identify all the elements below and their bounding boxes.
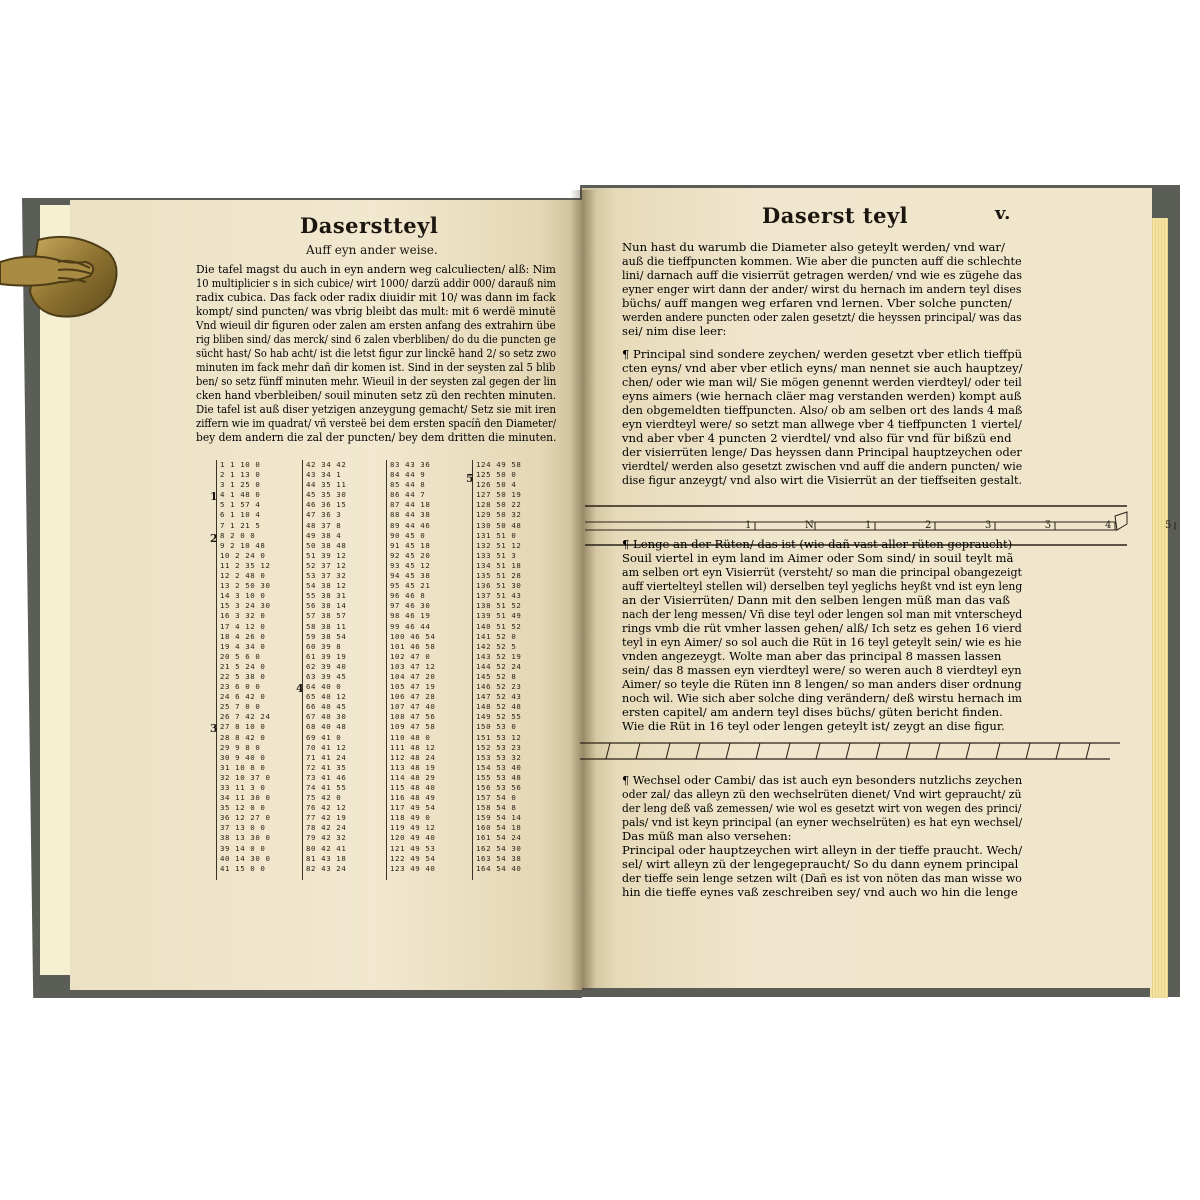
table-row: 58 38 11 [306,621,347,631]
table-row: 26 7 42 24 [220,712,271,722]
table-row: 8 2 0 0 [220,530,256,540]
text-line: bey dem andern die zal der puncten/ bey dem dritten die minuten. [196,430,557,444]
table-row: 157 54 0 [476,793,517,803]
table-row: 137 51 43 [476,591,522,601]
table-row: 9 2 10 48 [220,540,266,550]
table-row: 56 38 14 [306,601,347,611]
table-row: 106 47 28 [390,692,436,702]
text-line: 10 multiplicier s in sich cubice/ wirt 1000/ darzü addir 000/ darauß nim [196,276,556,290]
table-row: 34 11 30 0 [220,793,271,803]
table-row: 12 2 48 0 [220,571,266,581]
table-row: 25 7 0 0 [220,702,261,712]
table-row: 36 12 27 0 [220,813,271,823]
text-line: ersten capitel/ am andern teyl dises büchs/ güten bericht finden. [622,705,1003,719]
table-column [472,460,545,880]
table-row: 7 1 21 5 [220,520,261,530]
table-row: 130 50 48 [476,520,522,530]
table-row: 4 1 48 0 [220,490,261,500]
table-row: 158 54 8 [476,803,517,813]
table-marker: 1 [210,490,218,503]
rod-tick-group [606,743,1090,759]
table-row: 141 52 0 [476,631,517,641]
right-page-edges [1150,218,1168,998]
table-row: 5 1 57 4 [220,500,261,510]
table-row: 117 49 54 [390,803,436,813]
length-division [606,743,610,759]
table-row: 81 43 18 [306,853,347,863]
right-paragraph-wechsel [622,773,1022,899]
table-row: 77 42 19 [306,813,347,823]
table-row: 75 42 0 [306,793,342,803]
table-row: 71 41 24 [306,752,347,762]
table-row: 72 41 35 [306,762,347,772]
table-row: 105 47 19 [390,682,436,692]
table-row: 29 9 8 0 [220,742,261,752]
length-division [786,743,790,759]
text-line: cten eyns/ vnd aber vber etlich eyns/ man nennet sie auch hauptzey/ [622,361,1023,375]
text-line: auß die tieffpuncten kommen. Wie aber die puncten auff die schlechte [622,254,1022,268]
text-line: ¶ Lenge an der Rüten/ das ist (wie dañ vast aller rüten gepraucht) [622,537,1013,551]
table-row: 54 38 12 [306,581,347,591]
table-row: 67 40 30 [306,712,347,722]
length-division [966,743,970,759]
table-row: 90 45 0 [390,530,426,540]
table-row: 46 36 15 [306,500,347,510]
table-row: 30 9 40 0 [220,752,266,762]
table-row: 70 41 12 [306,742,347,752]
table-row: 64 40 0 [306,682,342,692]
table-row: 37 13 0 0 [220,823,266,833]
table-row: 33 11 3 0 [220,783,266,792]
table-row: 61 39 19 [306,651,347,661]
table-row: 140 51 52 [476,621,522,631]
table-marker: 4 [296,682,304,695]
rod-mark: 5 [1165,520,1172,531]
table-row: 28 8 42 0 [220,732,266,742]
table-row: 152 53 23 [476,742,522,752]
left-body-text [196,262,556,444]
length-division [1026,743,1030,759]
text-line: der leng deß vaß zemessen/ wie wol es gesetzt wirt von wegen des princi/ [622,801,1022,815]
table-row: 1 1 10 0 [220,460,261,469]
table-row: 62 39 40 [306,661,347,671]
length-division [816,743,820,759]
table-row: 84 44 9 [390,470,426,480]
table-row: 148 52 48 [476,702,522,712]
table-row: 15 3 24 30 [220,601,271,611]
table-row: 43 34 1 [306,470,342,480]
text-line: sei/ nim dise leer: [622,324,727,338]
text-line: dise figur anzeygt/ vnd also wirt die Visierrüt an der tieffseiten gestalt. [622,473,1023,487]
rod-mark: Ʒ [1045,520,1051,531]
text-line: werden andere puncten oder zalen gesetzt/ die heyssen principal/ was das [622,310,1022,324]
table-row: 40 14 30 0 [220,853,271,863]
table-row: 83 43 36 [390,460,431,469]
right-paragraph-lenge [622,537,1022,733]
table-row: 92 45 20 [390,550,431,560]
table-row: 49 38 4 [306,530,342,540]
table-row: 65 40 12 [306,692,347,702]
table-row: 151 53 12 [476,732,522,742]
text-line: teyl in eyn Aimer/ so sol auch die Rüt in 16 teyl geteylt sein/ wie es hie [622,635,1022,649]
table-row: 107 47 40 [390,702,436,712]
text-line: ben/ so setz fünff minuten mehr. Wieuil in der seysten zal gegen der lin [196,374,557,388]
table-row: 120 49 40 [390,833,436,843]
table-row: 23 6 0 0 [220,682,261,692]
text-line: oder zal/ das alleyn zü den wechselrüten dienet/ Vnd wirt gepraucht/ zü [622,787,1022,801]
table-row: 129 50 32 [476,510,522,520]
text-line: den obgemeldten tieffpuncten. Also/ ob am selben ort des lands 4 maß [622,403,1023,417]
text-line: eyner enger wirt dann der ander/ wirst du hernach im andern teyl dises [622,282,1022,296]
table-row: 27 8 10 0 [220,722,266,732]
left-running-head: Daserstteyl [300,213,439,238]
length-division [1086,743,1090,759]
table-row: 95 45 21 [390,581,431,591]
text-line: Die tafel magst du auch in eyn andern weg calculiecten/ alß: Nim [196,262,556,276]
table-row: 13 2 50 30 [220,581,271,591]
text-line: Vnd wieuil dir figuren oder zalen am ersten anfang des extrahirn übe [196,318,556,332]
text-line: Aimer/ so teyle die Rüten inn 8 lengen/ so man anders diser ordnung [622,677,1022,691]
table-row: 147 52 43 [476,692,522,702]
length-division [846,743,850,759]
text-line: eyn vierdteyl were/ so setzt man allwege vber 4 tieffpuncten 1 viertel/ [622,417,1022,431]
table-row: 132 51 12 [476,540,522,550]
right-paragraph-1 [622,240,1022,338]
text-line: an der Visierrüten/ Dann mit den selben lengen müß man das vaß [622,593,1010,607]
table-row: 104 47 20 [390,671,436,681]
table-row: 143 52 19 [476,651,522,661]
table-row: 66 40 45 [306,702,347,712]
length-division [636,743,640,759]
text-line: büchs/ auff mangen weg erfaren vnd lernen. Vber solche puncten/ [622,296,1012,310]
table-row: 63 39 45 [306,671,347,681]
folio-number: v. [995,203,1011,224]
length-division [996,743,1000,759]
table-marker: 3 [210,722,218,735]
text-line: sein/ das 8 massen eyn vierdteyl were/ so weren auch 8 vierdteyl eyn [622,663,1022,677]
text-line: der visierrüten lenge/ Das heyssen dann Principal hauptzeychen oder [622,445,1022,459]
left-subheading: Auff eyn ander weise. [306,243,438,257]
table-row: 131 51 0 [476,530,517,540]
table-row: 154 53 40 [476,762,522,772]
table-row: 85 44 8 [390,480,426,490]
table-row: 21 5 24 0 [220,661,266,671]
table-row: 99 46 44 [390,621,431,631]
table-column [216,460,289,880]
table-row: 159 54 14 [476,813,522,823]
length-division [666,743,670,759]
table-row: 109 47 58 [390,722,436,732]
table-row: 142 52 5 [476,641,517,651]
table-row: 98 46 19 [390,611,431,621]
text-line: minuten im fack mehr dañ dir komen ist. Sind in der seysten zal 5 blib [196,360,556,374]
table-row: 101 46 58 [390,641,436,651]
table-row: 16 3 32 0 [220,611,266,621]
table-row: 115 48 40 [390,783,436,792]
table-row: 35 12 0 0 [220,803,266,813]
table-row: 39 14 0 0 [220,843,266,853]
text-line: rings vmb die rüt vmher lassen gehen/ alß/ Ich setz es gehen 16 vierd [622,621,1022,635]
table-row: 94 45 38 [390,571,431,581]
table-row: 164 54 40 [476,863,522,873]
table-row: 111 48 12 [390,742,436,752]
text-line: noch wil. Wie sich aber solche ding verändern/ deß wirstu hernach im [622,691,1023,705]
table-row: 135 51 28 [476,571,522,581]
table-row: 14 3 10 0 [220,591,266,601]
table-row: 100 46 54 [390,631,436,641]
table-row: 74 41 55 [306,783,347,792]
visier-rod-figure-length [580,735,1120,765]
table-row: 102 47 0 [390,651,431,661]
table-row: 79 42 32 [306,833,347,843]
table-row: 125 50 0 [476,470,517,480]
text-line: der tieffe sein lenge setzen wilt (Dañ es ist von nöten das man wisse wo [622,871,1022,885]
text-line: Wie die Rüt in 16 teyl oder lengen geteylt ist/ zeygt an dise figur. [622,719,1005,733]
table-row: 144 52 24 [476,661,522,671]
rod-mark: 1 [865,520,872,531]
table-row: 10 2 24 0 [220,550,266,560]
table-row: 160 54 18 [476,823,522,833]
text-line: sel/ wirt alleyn zü der lengegepraucht/ So du dann eynem principal [622,857,1019,871]
table-row: 68 40 48 [306,722,347,732]
rod-mark: 2 [925,520,932,531]
text-line: eyns aimers (wie hernach cläer mag verstanden werden) kompt auß [622,389,1022,403]
table-row: 59 38 54 [306,631,347,641]
table-row: 156 53 56 [476,783,522,792]
table-row: 121 49 53 [390,843,436,853]
book-gutter [570,190,596,990]
table-row: 38 13 30 0 [220,833,271,843]
text-line: lini/ darnach auff die visierrüt getragen werden/ vnd wie es zügehe das [622,268,1023,282]
rod-mark: 3 [985,520,992,531]
table-row: 24 6 42 0 [220,692,266,702]
table-row: 22 5 38 0 [220,671,266,681]
table-row: 60 39 8 [306,641,342,651]
table-row: 57 38 57 [306,611,347,621]
length-division [876,743,880,759]
brass-hand-clip-icon [0,232,125,322]
length-division [756,743,760,759]
table-row: 163 54 38 [476,853,522,863]
table-row: 114 48 29 [390,772,436,782]
table-row: 41 15 0 0 [220,863,266,873]
text-line: Principal oder hauptzeychen wirt alleyn in der tieffe praucht. Wech/ [622,843,1023,857]
table-row: 69 41 0 [306,732,342,742]
text-line: kompt/ sind puncten/ was vbrig bleibt das mult: mit 6 werdë minutë [196,304,556,318]
table-row: 155 53 48 [476,772,522,782]
table-row: 153 53 32 [476,752,522,762]
table-row: 73 41 46 [306,772,347,782]
table-row: 42 34 42 [306,460,347,469]
table-row: 134 51 18 [476,560,522,570]
table-row: 128 50 22 [476,500,522,510]
table-column [386,460,459,880]
length-division [936,743,940,759]
table-row: 19 4 34 0 [220,641,266,651]
table-row: 150 53 0 [476,722,517,732]
table-row: 89 44 46 [390,520,431,530]
table-row: 86 44 7 [390,490,426,500]
length-division [696,743,700,759]
table-row: 44 35 11 [306,480,347,490]
text-line: Nun hast du warumb die Diameter also geteylt werden/ vnd war/ [622,240,1005,254]
text-line: am selben ort eyn Visierrüt (versteht/ so man die principal obangezeigt [622,565,1023,579]
table-row: 108 47 56 [390,712,436,722]
table-row: 126 50 4 [476,480,517,490]
table-row: 162 54 30 [476,843,522,853]
table-row: 50 38 48 [306,540,347,550]
table-row: 146 52 23 [476,682,522,692]
table-row: 3 1 25 0 [220,480,261,490]
text-line: vierdtel/ werden also gesetzt zwischen vnd auff die andern puncten/ wie [622,459,1023,473]
text-line: Souil viertel in eym land im Aimer oder Som sind/ in souil teylt mã [622,551,1014,565]
rod-mark: N [805,520,814,531]
text-line: pals/ vnd ist keyn principal (an eyner wechselrüten) es hat eyn wechsel/ [622,815,1023,829]
table-row: 119 49 12 [390,823,436,833]
table-row: 55 38 31 [306,591,347,601]
text-line: hin die tieffe eynes vaß zeschreiben sey/ vnd auch wo hin die lenge [622,885,1018,899]
diameter-table [210,460,540,880]
table-row: 51 39 12 [306,550,347,560]
table-row: 47 36 3 [306,510,342,520]
text-line: auff viertelteyl stellen wil) derselben teyl yeglichs heyßt vnd ist eyn leng [622,579,1023,593]
table-column [302,460,375,880]
text-line: ziffern wie im quadrat/ vñ versteë bei dem ersten spacíñ den Diameter/ [196,416,557,430]
table-row: 88 44 38 [390,510,431,520]
table-row: 127 50 19 [476,490,522,500]
text-line: ¶ Wechsel oder Cambi/ das ist auch eyn besonders nutzlichs zeychen [622,773,1023,787]
table-row: 113 48 19 [390,762,436,772]
table-row: 53 37 32 [306,571,347,581]
text-line: sücht hast/ So hab acht/ ist die letst figur zur linckẽ hand 2/ so setz zwo [196,346,557,360]
right-paragraph-principal [622,347,1022,487]
table-row: 2 1 13 0 [220,470,261,480]
text-line: radix cubica. Das fack oder radix diuidir mit 10/ was dann im fack [196,290,556,304]
length-division [906,743,910,759]
text-line: Das müß man also versehen: [622,829,792,843]
table-row: 32 10 37 0 [220,772,271,782]
table-row: 45 35 30 [306,490,347,500]
table-row: 149 52 55 [476,712,522,722]
table-row: 93 45 12 [390,560,431,570]
table-row: 138 51 52 [476,601,522,611]
table-row: 161 54 24 [476,833,522,843]
text-line: cken hand vberbleiben/ souil minuten setz zü den rechten minuten. [196,388,557,402]
table-row: 48 37 8 [306,520,342,530]
table-row: 116 48 49 [390,793,436,803]
text-line: vnden angezeygt. Wolte man aber das principal 8 massen lassen [622,649,1002,663]
table-row: 112 48 24 [390,752,436,762]
table-row: 123 49 40 [390,863,436,873]
table-row: 122 49 54 [390,853,436,863]
table-row: 20 5 6 0 [220,651,261,661]
table-row: 118 49 0 [390,813,431,823]
text-line: chen/ oder wie man wil/ Sie mögen genennt werden vierdteyl/ oder teil [622,375,1022,389]
table-row: 78 42 24 [306,823,347,833]
table-row: 91 45 18 [390,540,431,550]
table-row: 82 43 24 [306,863,347,873]
table-row: 145 52 8 [476,671,517,681]
text-line: Die tafel ist auß diser yetzigen anzeygung gemacht/ Setz sie mit iren [196,402,556,416]
table-row: 110 48 0 [390,732,431,742]
table-row: 11 2 35 12 [220,560,271,570]
table-marker: 5 [466,472,474,485]
table-row: 6 1 10 4 [220,510,261,520]
table-row: 80 42 41 [306,843,347,853]
table-row: 17 4 12 0 [220,621,266,631]
text-line: vnd aber vber 4 puncten 2 vierdtel/ vnd also für vnd für bißzü end [622,431,1012,445]
text-line: nach der leng messen/ Vñ dise teyl oder lengen sol man mit vnterscheyd [622,607,1023,621]
table-row: 124 49 58 [476,460,522,469]
table-row: 139 51 49 [476,611,522,621]
table-row: 103 47 12 [390,661,436,671]
right-running-head: Daserst teyl [762,203,909,228]
length-division [1056,743,1060,759]
table-row: 97 46 30 [390,601,431,611]
text-line: ¶ Principal sind sondere zeychen/ werden gesetzt vber etlich tieffpü [622,347,1023,361]
table-row: 96 46 8 [390,591,426,601]
length-division [726,743,730,759]
table-marker: 2 [210,532,218,545]
table-row: 31 10 8 0 [220,762,266,772]
table-row: 18 4 26 0 [220,631,266,641]
rod-mark: 4 [1105,520,1112,531]
text-line: rig bliben sind/ das merck/ sind 6 zalen vberbliben/ do du die puncten ge [196,332,556,346]
table-row: 87 44 18 [390,500,431,510]
rod-mark: 1 [745,520,752,531]
table-row: 136 51 30 [476,581,522,591]
table-row: 52 37 12 [306,560,347,570]
table-row: 76 42 12 [306,803,347,813]
table-row: 133 51 3 [476,550,517,560]
